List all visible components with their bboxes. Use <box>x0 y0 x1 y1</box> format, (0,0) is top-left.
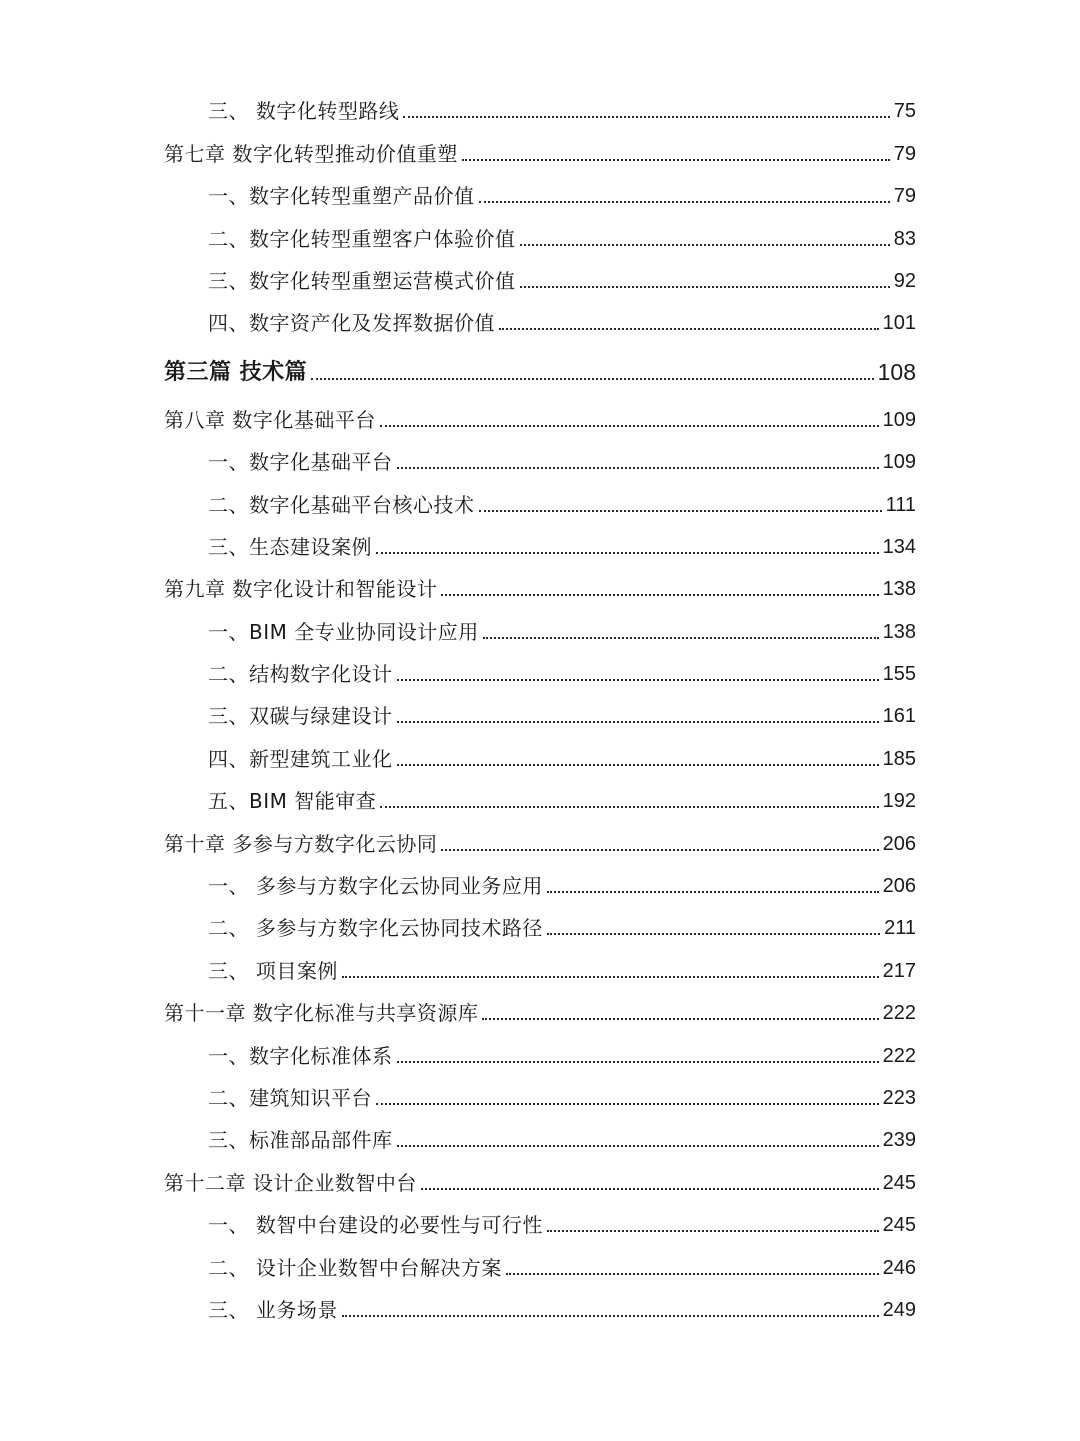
toc-entry-title: 一、数字化基础平台 <box>208 450 393 475</box>
dot-leader <box>397 467 879 469</box>
toc-entry-title: 二、数字化转型重塑客户体验价值 <box>208 226 516 251</box>
dot-leader <box>397 1145 879 1147</box>
toc-entry-title: 二、结构数字化设计 <box>208 662 393 687</box>
toc-entry-title: 五、BIM 智能审查 <box>208 789 377 814</box>
toc-entry-page: 138 <box>882 578 916 601</box>
toc-entry-page: 239 <box>882 1129 916 1152</box>
dot-leader <box>520 244 890 246</box>
toc-entry-page: 101 <box>882 312 916 335</box>
dot-leader <box>483 637 879 639</box>
toc-entry-page: 108 <box>877 359 916 386</box>
toc-entry-page: 83 <box>893 227 916 250</box>
toc-entry-page: 222 <box>882 1002 916 1025</box>
dot-leader <box>397 1061 879 1063</box>
dot-leader <box>547 933 880 935</box>
toc-entry <box>164 608 916 650</box>
dot-leader <box>397 679 879 681</box>
toc-entry-title: 一、 多参与方数字化云协同业务应用 <box>208 874 543 899</box>
toc-entry <box>164 524 916 566</box>
dot-leader <box>441 594 878 596</box>
toc-entry-page: 206 <box>882 875 916 898</box>
toc-entry-title: 一、BIM 全专业协同设计应用 <box>208 619 479 644</box>
toc-entry-title: 一、数字化标准体系 <box>208 1043 393 1068</box>
toc-entry-title: 一、数字化转型重塑产品价值 <box>208 184 475 209</box>
toc-entry-page: 211 <box>884 917 916 940</box>
toc-entry-title: 三、 数字化转型路线 <box>208 99 400 124</box>
toc-entry-page: 217 <box>882 959 916 982</box>
dot-leader <box>462 159 890 161</box>
toc-chapter <box>164 990 916 1032</box>
toc-entry <box>164 300 916 342</box>
dot-leader <box>342 1315 879 1317</box>
toc-entry-title: 四、数字资产化及发挥数据价值 <box>208 311 495 336</box>
dot-leader <box>499 328 879 330</box>
toc-entry <box>164 947 916 989</box>
toc-entry-title: 三、 项目案例 <box>208 958 338 983</box>
toc-entry <box>164 258 916 300</box>
dot-leader <box>376 552 879 554</box>
dot-leader <box>547 1230 879 1232</box>
toc-entry-title: 二、 多参与方数字化云协同技术路径 <box>208 916 543 941</box>
toc-entry <box>164 735 916 777</box>
toc-entry-page: 109 <box>882 408 916 431</box>
toc-entry <box>164 905 916 947</box>
toc-entry <box>164 778 916 820</box>
dot-leader <box>403 116 889 118</box>
toc-entry <box>164 651 916 693</box>
toc-entry-page: 138 <box>882 620 916 643</box>
toc-entry-title: 二、 设计企业数智中台解决方案 <box>208 1255 502 1280</box>
dot-leader <box>441 849 878 851</box>
toc-entry-title: 三、双碳与绿建设计 <box>208 704 393 729</box>
toc-entry-title: 三、生态建设案例 <box>208 534 372 559</box>
toc-entry-title: 二、建筑知识平台 <box>208 1085 372 1110</box>
toc-entry-title: 第三篇 技术篇 <box>164 360 308 386</box>
dot-leader <box>520 286 890 288</box>
dot-leader <box>342 976 879 978</box>
toc-entry <box>164 88 916 130</box>
dot-leader <box>479 201 890 203</box>
toc-entry-title: 第九章 数字化设计和智能设计 <box>164 577 438 602</box>
toc-entry-title: 一、 数智中台建设的必要性与可行性 <box>208 1213 543 1238</box>
toc-entry-page: 92 <box>893 269 916 292</box>
toc-entry <box>164 1287 916 1329</box>
dot-leader <box>397 721 879 723</box>
toc-entry-page: 223 <box>882 1086 916 1109</box>
dot-leader <box>506 1273 879 1275</box>
toc-entry-page: 245 <box>882 1214 916 1237</box>
dot-leader <box>479 510 882 512</box>
dot-leader <box>376 1103 879 1105</box>
toc-entry-page: 192 <box>882 790 916 813</box>
dot-leader <box>547 891 879 893</box>
toc-entry <box>164 173 916 215</box>
toc-entry-page: 249 <box>882 1298 916 1321</box>
toc-entry-page: 134 <box>882 535 916 558</box>
toc-entry-page: 79 <box>893 142 916 165</box>
toc-entry-title: 第七章 数字化转型推动价值重塑 <box>164 141 458 166</box>
toc-entry-page: 155 <box>882 663 916 686</box>
toc-chapter <box>164 130 916 172</box>
dot-leader <box>311 378 873 380</box>
toc-entry-title: 三、 业务场景 <box>208 1297 338 1322</box>
toc-entry-page: 185 <box>882 747 916 770</box>
toc-entry <box>164 863 916 905</box>
toc-entry-title: 第十二章 设计企业数智中台 <box>164 1170 417 1195</box>
toc-entry-page: 75 <box>893 100 916 123</box>
toc-part-heading <box>164 342 916 396</box>
toc-chapter <box>164 396 916 438</box>
toc-entry-page: 222 <box>882 1044 916 1067</box>
toc-entry-page: 245 <box>882 1171 916 1194</box>
toc-entry <box>164 1032 916 1074</box>
toc-entry-title: 第十章 多参与方数字化云协同 <box>164 831 438 856</box>
toc-chapter <box>164 820 916 862</box>
toc-entry-title: 三、标准部品部件库 <box>208 1128 393 1153</box>
dot-leader <box>397 764 879 766</box>
dot-leader <box>380 425 879 427</box>
toc-entry-page: 206 <box>882 832 916 855</box>
toc-entry <box>164 693 916 735</box>
toc-entry-page: 109 <box>882 451 916 474</box>
toc-entry-page: 161 <box>882 705 916 728</box>
toc-entry-title: 三、数字化转型重塑运营模式价值 <box>208 268 516 293</box>
toc-entry <box>164 1117 916 1159</box>
toc-entry <box>164 1202 916 1244</box>
toc-entry-page: 246 <box>882 1256 916 1279</box>
toc-entry-title: 四、新型建筑工业化 <box>208 746 393 771</box>
table-of-contents <box>164 88 916 1329</box>
toc-entry-title: 第八章 数字化基础平台 <box>164 407 376 432</box>
toc-entry-title: 二、数字化基础平台核心技术 <box>208 492 475 517</box>
toc-entry-title: 第十一章 数字化标准与共享资源库 <box>164 1001 479 1026</box>
toc-entry <box>164 1244 916 1286</box>
toc-entry <box>164 439 916 481</box>
dot-leader <box>421 1188 879 1190</box>
toc-entry <box>164 215 916 257</box>
dot-leader <box>482 1018 878 1020</box>
toc-chapter <box>164 566 916 608</box>
toc-entry-page: 79 <box>893 185 916 208</box>
toc-entry <box>164 1075 916 1117</box>
dot-leader <box>380 806 878 808</box>
toc-entry-page: 111 <box>885 493 916 516</box>
toc-chapter <box>164 1159 916 1201</box>
toc-entry <box>164 481 916 523</box>
